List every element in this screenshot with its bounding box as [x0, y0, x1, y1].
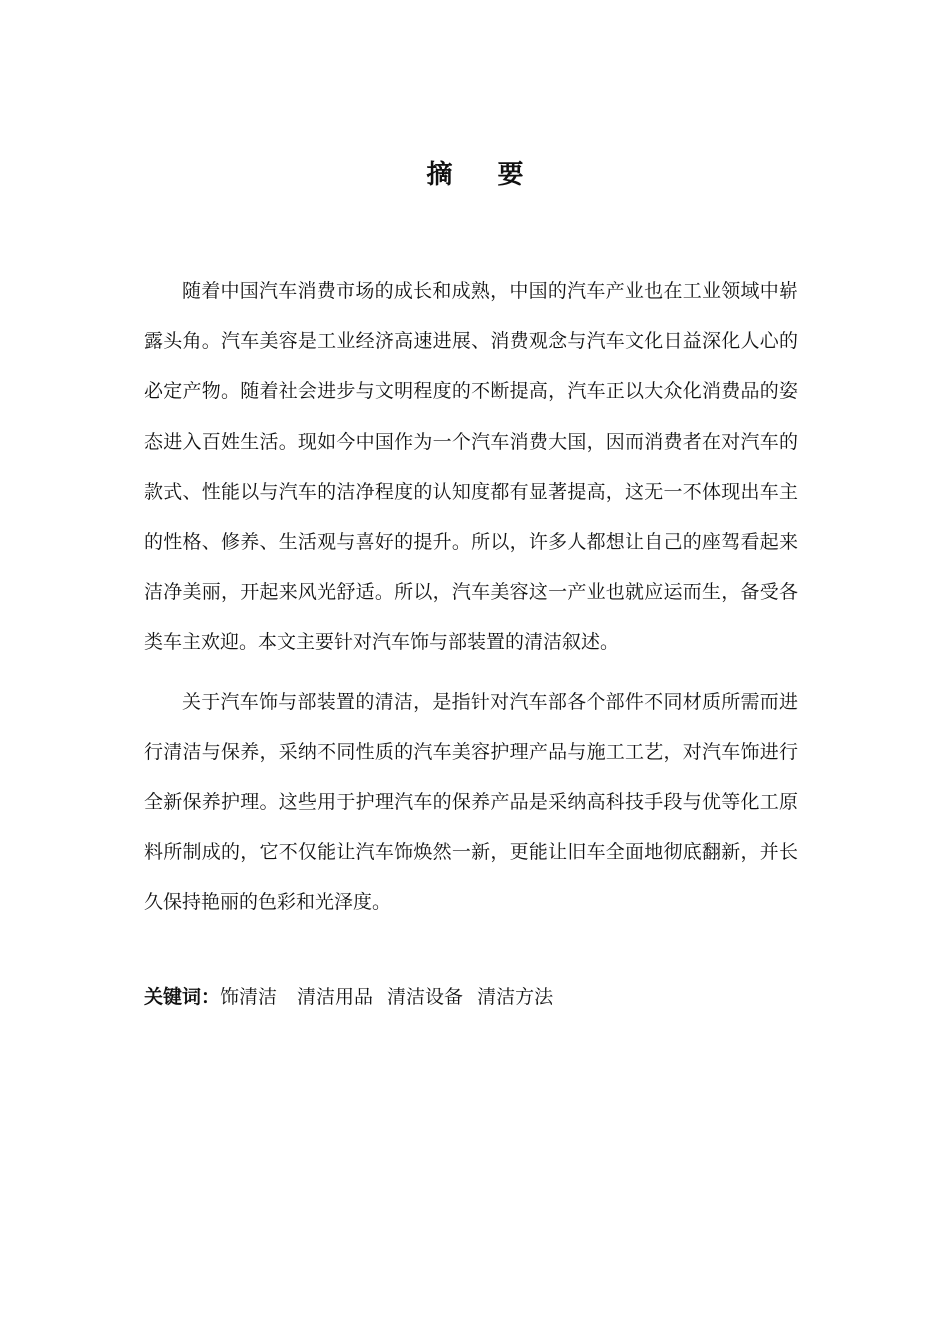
- keyword-item: 清洁用品: [297, 986, 374, 1008]
- abstract-title: 摘 要: [426, 160, 542, 190]
- keyword-item: 清洁设备: [387, 986, 464, 1008]
- keyword-item: 清洁方法: [477, 986, 554, 1008]
- keywords-line: [144, 980, 567, 1014]
- abstract-paragraph-1: 随着中国汽车消费市场的成长和成熟，中国的汽车产业也在工业领域中崭露头角。汽车美容是工业经济高速进展、消费观念与汽车文化日益深化人心的必定产物。随着社会进步与文明程度的不断提高，汽车正以大众化消费品的姿态进入百姓生活。现如今中国作为一个汽车消费大国，因而消费者在对汽车的款式、性能以与汽车的洁净程度的认知度都有显著提高，这无一不体现出车主的性格、修养、生活观与喜好的提升。所以，许多人都想让自己的座驾看起来洁净美丽，开起来风光舒适。所以，汽车美容这一产业也就应运而生，备受各类车主欢迎。本文主要针对汽车饰与部装置的清洁叙述。: [144, 280, 798, 654]
- keyword-item: 饰清洁: [220, 986, 278, 1008]
- abstract-body: [144, 266, 798, 928]
- abstract-paragraph-2: 关于汽车饰与部装置的清洁，是指针对汽车部各个部件不同材质所需而进行清洁与保养，采纳不同性质的汽车美容护理产品与施工工艺，对汽车饰进行全新保养护理。这些用于护理汽车的保养产品是采纳高科技手段与优等化工原料所制成的，它不仅能让汽车饰焕然一新，更能让旧车全面地彻底翻新，并长久保持艳丽的色彩和光泽度。: [144, 690, 798, 914]
- keywords-label: 关键词：: [144, 986, 221, 1008]
